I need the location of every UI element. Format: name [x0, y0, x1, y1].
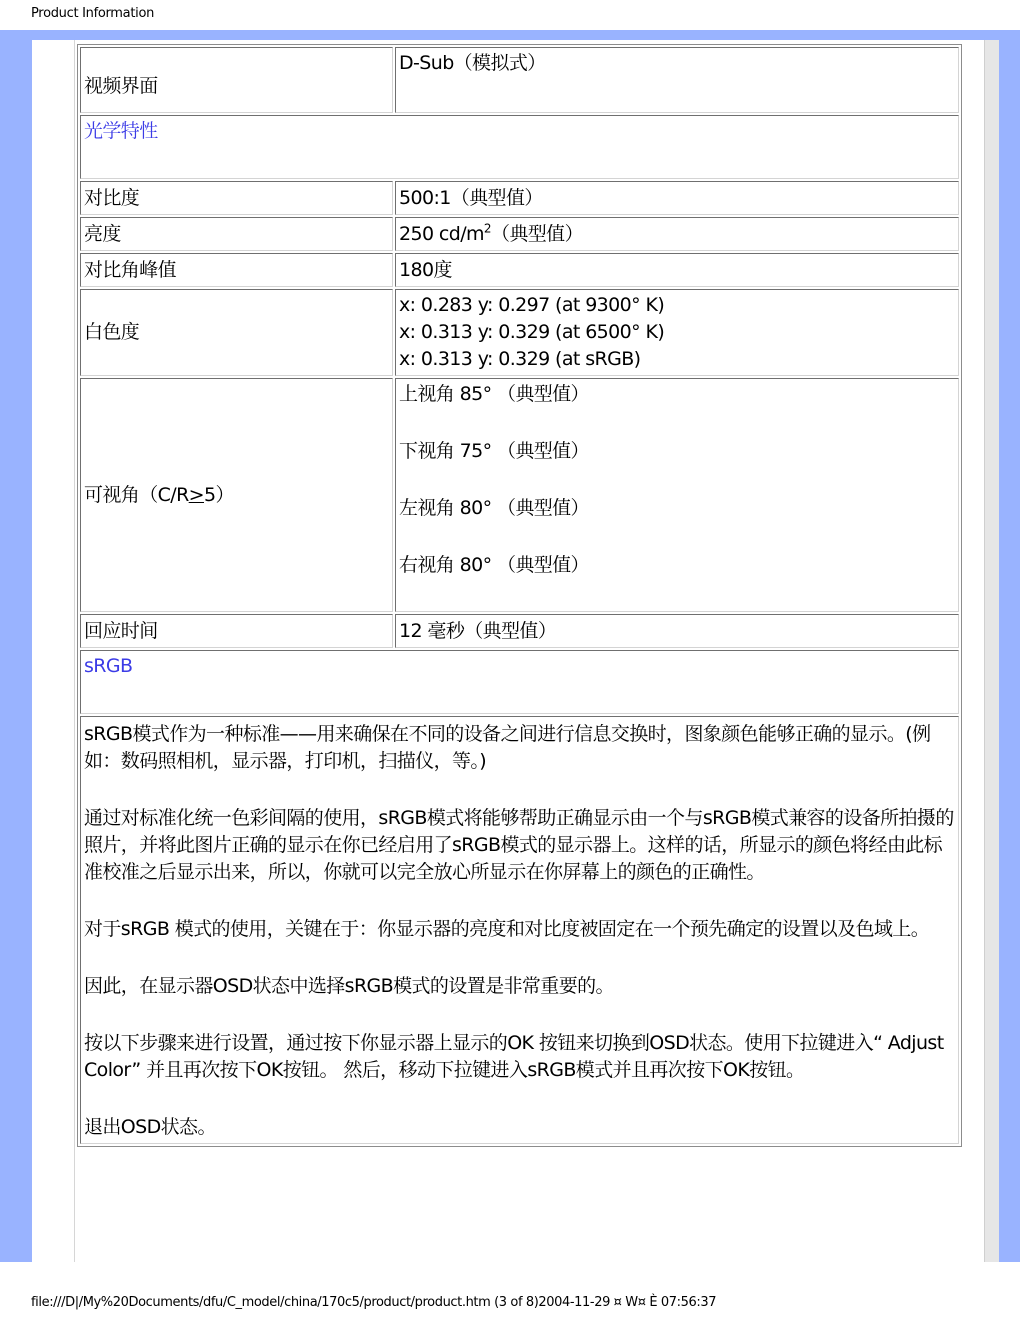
- page-header-title: Product Information: [31, 6, 155, 21]
- white-point-line: x: 0.283 y: 0.297 (at 9300° K): [399, 294, 665, 316]
- srgb-paragraph: sRGB模式作为一种标准——用来确保在不同的设备之间进行信息交换时，图象颜色能够正确的显示。(例如：数码照相机，显示器，打印机，扫描仪，等。): [84, 723, 931, 772]
- srgb-paragraph: 退出OSD状态。: [84, 1116, 216, 1138]
- left-divider: [74, 40, 75, 1262]
- brightness-value-suffix: （典型值）: [490, 222, 583, 245]
- srgb-paragraph: 对于sRGB 模式的使用，关键在于：你显示器的亮度和对比度被固定在一个预先确定的设置以及色域上。: [84, 918, 930, 940]
- viewing-angle-label-prefix: 可视角（C/R: [84, 483, 189, 506]
- srgb-paragraph: 因此，在显示器OSD状态中选择sRGB模式的设置是非常重要的。: [84, 975, 614, 997]
- table-row-contrast: [80, 181, 959, 215]
- white-point-line: x: 0.313 y: 0.329 (at 6500° K): [399, 321, 665, 343]
- label-contrast-angle: 对比角峰值: [80, 253, 393, 287]
- label-viewing-angle: [80, 378, 393, 612]
- srgb-paragraph: 按以下步骤来进行设置，通过按下你显示器上显示的OK 按钮来切换到OSD状态。使用下拉键进入“ Adjust Color” 并且再次按下OK按钮。 然后，移动下拉键进入sRGB模式并且再次按下OK按钮。: [84, 1032, 944, 1081]
- viewing-angle-line: 左视角 80° （典型值）: [399, 497, 589, 519]
- label-response-time: 回应时间: [80, 614, 393, 648]
- viewing-angle-line: 右视角 80° （典型值）: [399, 554, 589, 576]
- brightness-value-prefix: 250 cd/m: [399, 222, 484, 245]
- srgb-description: [80, 716, 959, 1144]
- value-video-interface: D-Sub（模拟式）: [395, 47, 959, 113]
- value-white-point: [395, 289, 959, 376]
- label-brightness: 亮度: [80, 217, 393, 251]
- section-title-srgb: sRGB: [84, 655, 133, 677]
- white-point-line: x: 0.313 y: 0.329 (at sRGB): [399, 348, 641, 370]
- viewing-angle-label-suffix: 5）: [204, 483, 234, 506]
- table-row-contrast-angle: [80, 253, 959, 287]
- section-title-optical: 光学特性: [84, 120, 158, 142]
- value-viewing-angle: [395, 378, 959, 612]
- label-white-point: 白色度: [80, 289, 393, 376]
- label-video-interface: 视频界面: [80, 47, 393, 113]
- section-srgb: [80, 650, 959, 714]
- content-frame: [0, 30, 1020, 1262]
- value-contrast-angle: 180度: [395, 253, 959, 287]
- table-row-response-time: [80, 614, 959, 648]
- value-response-time: 12 毫秒（典型值）: [395, 614, 959, 648]
- table-row-white-point: [80, 289, 959, 376]
- table-row-brightness: [80, 217, 959, 251]
- section-optical: [80, 115, 959, 179]
- table-row-srgb-section: [80, 650, 959, 714]
- footer-file-path: file:///D|/My%20Documents/dfu/C_model/china/170c5/product/product.htm (3 of 8)2004-11-29 ¤ W¤ È 07:56:37: [31, 1295, 717, 1310]
- table-row-srgb-text: [80, 716, 959, 1144]
- right-gutter: [984, 40, 999, 1262]
- viewing-angle-label-ge: >: [188, 483, 204, 506]
- table-row-optical-section: [80, 115, 959, 179]
- table-row-video-interface: [80, 47, 959, 113]
- srgb-paragraph: 通过对标准化统一色彩间隔的使用，sRGB模式将能够帮助正确显示由一个与sRGB模式兼容的设备所拍摄的照片，并将此图片正确的显示在你已经启用了sRGB模式的显示器上。这样的话，所显示的颜色将经由此标准校准之后显示出来，所以，你就可以完全放心所显示在你屏幕上的颜色的正确性。: [84, 807, 954, 883]
- content-area: [32, 40, 984, 1262]
- viewing-angle-line: 下视角 75° （典型值）: [399, 440, 589, 462]
- value-contrast: 500:1（典型值）: [395, 181, 959, 215]
- brightness-value-sup: 2: [483, 221, 491, 236]
- viewing-angle-line: 上视角 85° （典型值）: [399, 383, 589, 405]
- spec-table: [77, 44, 962, 1147]
- value-brightness: [395, 217, 959, 251]
- label-contrast: 对比度: [80, 181, 393, 215]
- table-row-viewing-angle: [80, 378, 959, 612]
